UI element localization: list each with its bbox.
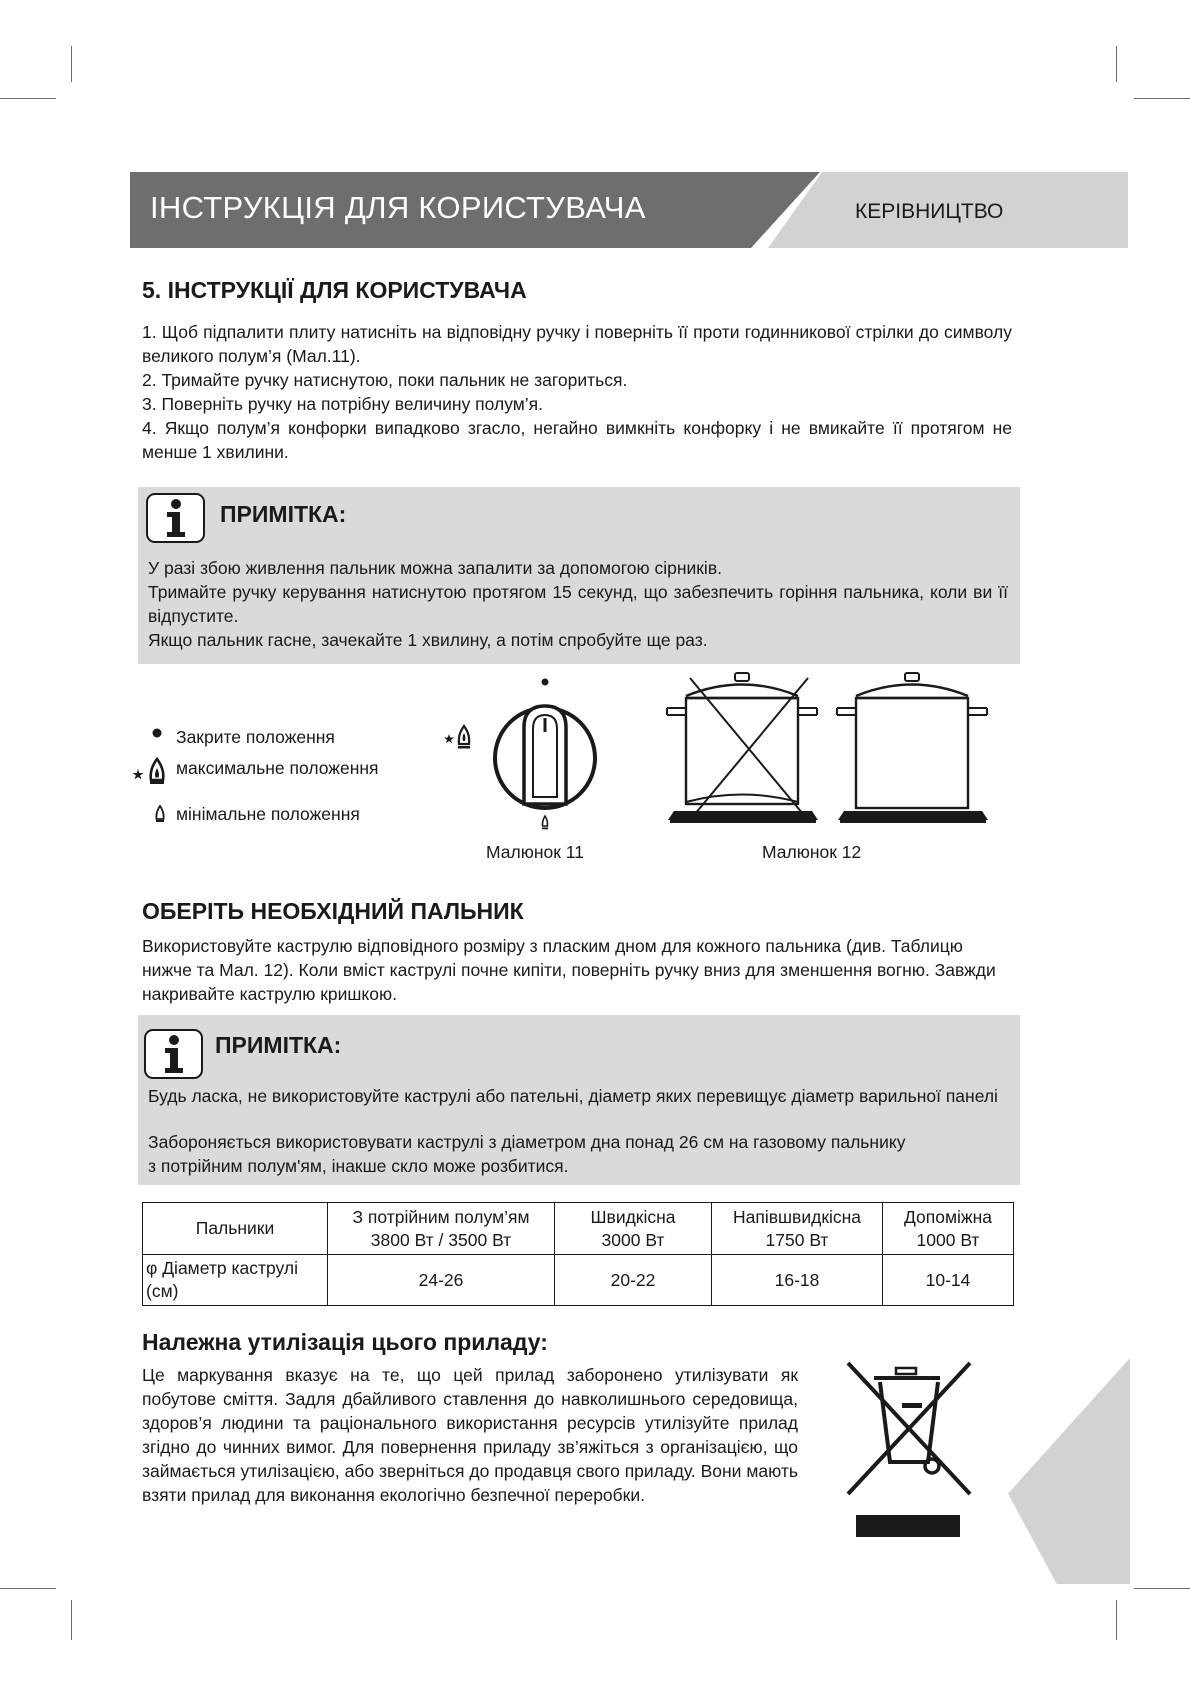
table-cell: 10-14 (883, 1255, 1014, 1306)
crop-mark-top-left-v (71, 46, 72, 82)
table-cell: 20-22 (555, 1255, 712, 1306)
header-title: ІНСТРУКЦІЯ ДЛЯ КОРИСТУВАЧА (150, 190, 646, 225)
note-title-1: ПРИМІТКА: (220, 501, 347, 527)
info-icon (144, 1029, 203, 1079)
crop-mark-bottom-right-v (1116, 1600, 1117, 1640)
info-glyph (148, 495, 203, 541)
table-row-label: φ Діаметр каструлі (см) (143, 1255, 328, 1306)
note2-line-2: Забороняється використовувати каструлі з діаметром дна понад 26 см на газовому пальнику з потрійним полум'ям, інакше скло може розбитися. (148, 1132, 906, 1176)
figure-12-caption: Малюнок 12 (762, 842, 862, 862)
crop-mark-top-right-v (1116, 46, 1117, 82)
pot-wrong-size-diagram (666, 672, 836, 832)
info-glyph (146, 1031, 201, 1077)
knob-diagram (440, 670, 610, 840)
legend-closed: Закрите положення (176, 727, 335, 747)
crop-mark-bottom-left-h (0, 1588, 56, 1589)
note1-line-1: У разі збою живлення пальник можна запалити за допомогою сірників. (148, 558, 722, 578)
instruction-item-1: 1. Щоб підпалити плиту натисніть на відповідну ручку і поверніть її проти годинникової стрілки до символу великого полум’я (Мал.11). (142, 322, 1012, 366)
crop-mark-top-right-h (1134, 98, 1190, 99)
note-title-2: ПРИМІТКА: (215, 1032, 342, 1058)
pot-correct-size-diagram (836, 672, 1006, 832)
table-header-cell: Напівшвидкісна 1750 Вт (712, 1203, 883, 1255)
figure-11-caption: Малюнок 11 (486, 842, 584, 862)
min-flame-icon (154, 805, 166, 823)
crop-mark-top-left-h (0, 98, 56, 99)
table-header-cell: Пальники (143, 1203, 328, 1255)
table-header-cell: Швидкісна 3000 Вт (555, 1203, 712, 1255)
note1-line-2: Тримайте ручку керування натиснутою протягом 15 секунд, що забезпечить горіння пальника, коли ви її відпустите. (148, 582, 1008, 626)
table-cell: 24-26 (328, 1255, 555, 1306)
crop-mark-bottom-left-v (71, 1600, 72, 1640)
instruction-item-4: 4. Якщо полум’я конфорки випадково згасло, негайно вимкніть конфорку і не вмикайте її протягом не менше 1 хвилини. (142, 418, 1012, 462)
table-cell: 16-18 (712, 1255, 883, 1306)
table-row (143, 1255, 1014, 1306)
closed-dot-icon (151, 727, 163, 739)
section-heading-instructions: 5. ІНСТРУКЦІЇ ДЛЯ КОРИСТУВАЧА (142, 277, 527, 303)
info-icon (146, 493, 205, 543)
note1-line-3: Якщо пальник гасне, зачекайте 1 хвилину, а потім спробуйте ще раз. (148, 630, 708, 650)
crop-mark-bottom-right-h (1134, 1588, 1190, 1589)
burner-table (142, 1202, 1014, 1306)
instruction-item-3: 3. Поверніть ручку на потрібну величину полум’я. (142, 394, 544, 414)
disposal-text: Це маркування вказує на те, що цей прилад заборонено утилізувати як побутове сміття. Задля дбайливого ставлення до навколишнього середовища, здоров’я людини та раціонального використання ресурсів утилізуйте прилад згідно до чинних вимог. Для повернення приладу зв’яжіться з організацією, що займається утилізацією, або зверніться до продавця свого приладу. Вони мають взяти прилад для виконання екологічно безпечної переробки. (142, 1365, 798, 1505)
crossed-bin-icon (840, 1358, 980, 1538)
table-header-cell: З потрійним полум’ям 3800 Вт / 3500 Вт (328, 1203, 555, 1255)
table-header-row (143, 1203, 1014, 1255)
header-subtitle: КЕРІВНИЦТВО (855, 200, 1004, 223)
corner-decoration (1008, 1358, 1130, 1584)
legend-min: мінімальне положення (176, 804, 360, 824)
burner-selection-text: Використовуйте каструлю відповідного розміру з пласким дном для кожного пальника (див. Таблицю нижче та Мал. 12). Коли вміст каструлі почне кипіти, поверніть ручку вниз для зменшення вогню. Завжди накривайте каструлю кришкою. (142, 936, 996, 1004)
max-flame-icon (132, 756, 172, 786)
section-heading-disposal: Належна утилізація цього приладу: (142, 1329, 548, 1355)
section-heading-burner: ОБЕРІТЬ НЕОБХІДНИЙ ПАЛЬНИК (142, 898, 524, 924)
table-header-cell: Допоміжна 1000 Вт (883, 1203, 1014, 1255)
instruction-item-2: 2. Тримайте ручку натиснутою, поки пальник не загориться. (142, 370, 628, 390)
note2-line-1: Будь ласка, не використовуйте каструлі або пательні, діаметр яких перевищує діаметр варильної панелі (148, 1086, 998, 1106)
legend-max: максимальне положення (176, 758, 379, 778)
